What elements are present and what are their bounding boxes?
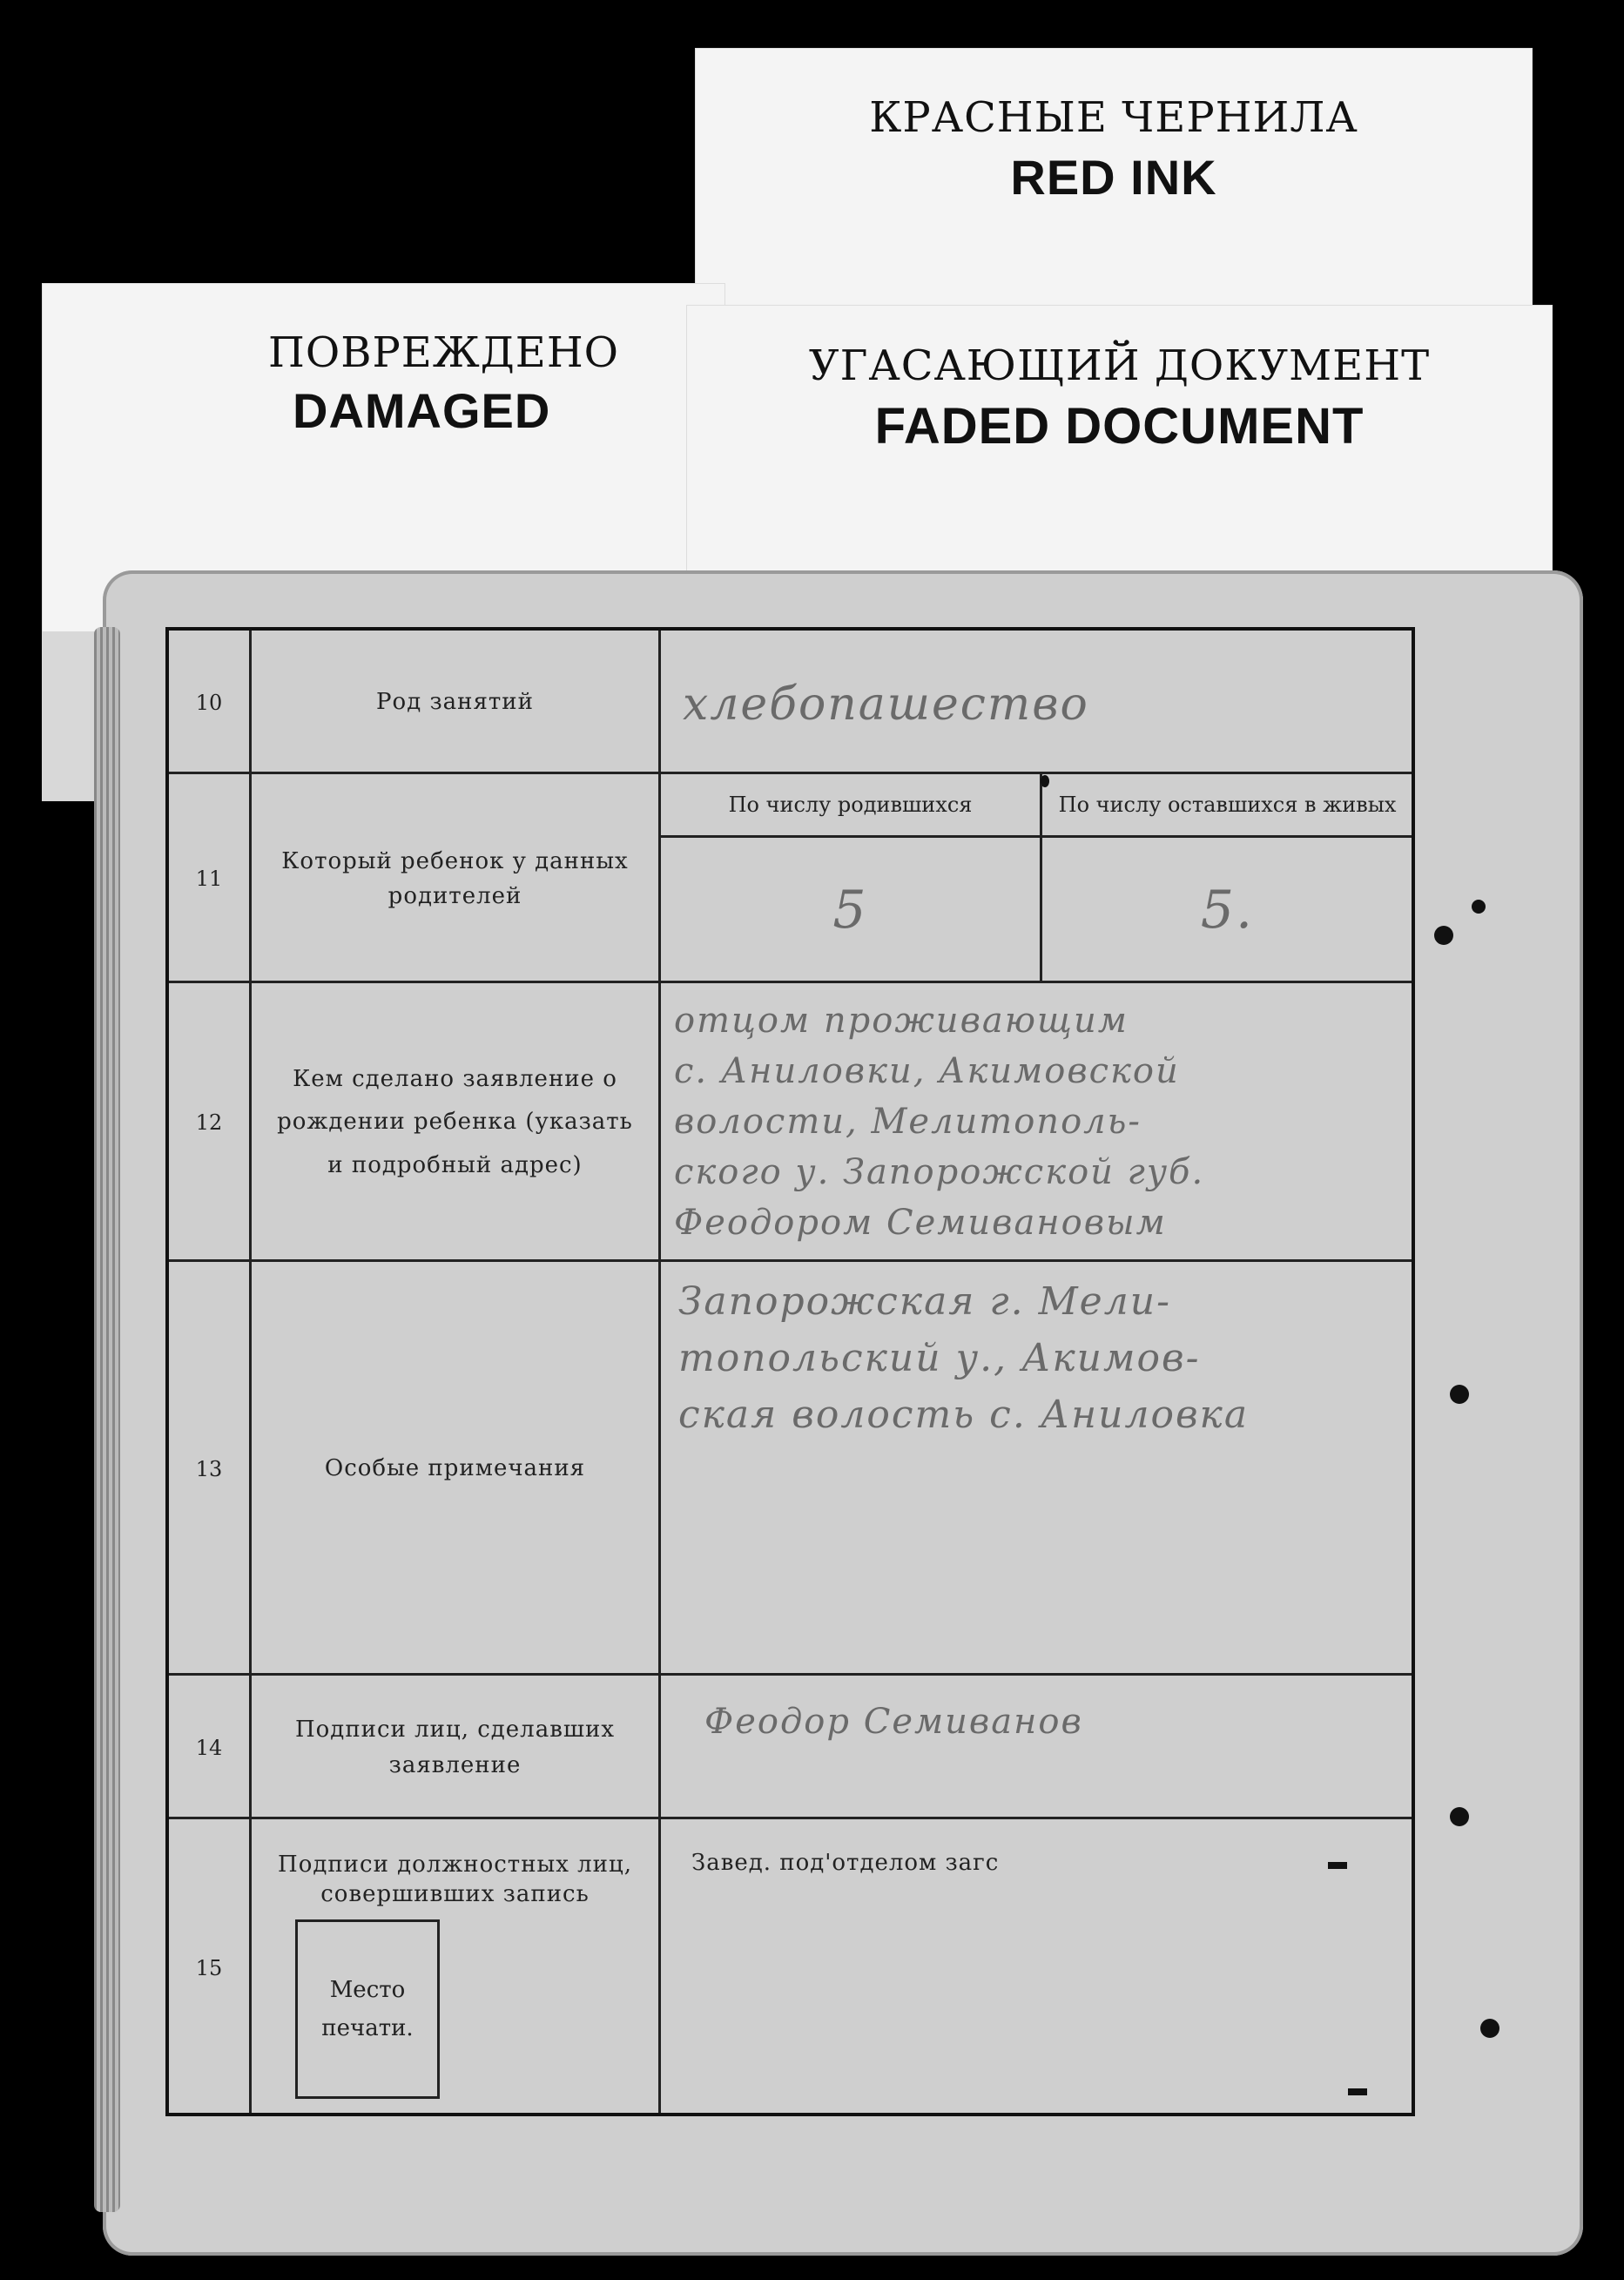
- handwritten-applicant-line: Феодором Семивановым: [674, 1203, 1167, 1243]
- binding-hole: [1450, 1807, 1469, 1826]
- row-number: 10: [195, 690, 223, 715]
- row-14: [169, 1676, 1412, 1819]
- binding-hole: [1480, 2019, 1499, 2038]
- row-label: Род занятий: [376, 689, 534, 716]
- official-position-text: Завед. под'отделом загс: [691, 1850, 1000, 1876]
- handwritten-born-count: 5: [832, 879, 868, 941]
- row-number: 13: [195, 1456, 223, 1481]
- handwritten-living-count: 5.: [1200, 879, 1255, 941]
- stamp-place-box: Место печати.: [295, 1919, 440, 2099]
- row-label: Подписи должностных лиц, совершивших запись: [278, 1852, 632, 1907]
- row-11: [169, 774, 1412, 983]
- sub-header-born: По числу родившихся: [728, 793, 973, 817]
- handwritten-applicant-line: ского у. Запорожской губ.: [674, 1152, 1205, 1192]
- faded-label-ru: УГАСАЮЩИЙ ДОКУМЕНТ: [808, 341, 1431, 390]
- binding-hole: [1450, 1385, 1469, 1404]
- handwritten-applicant-line: волости, Мелитополь-: [674, 1102, 1142, 1142]
- faded-label-en: FADED DOCUMENT: [874, 398, 1365, 455]
- ink-mark: [1041, 775, 1049, 787]
- card-edge: [94, 627, 120, 2212]
- handwritten-applicant-line: с. Аниловки, Акимовской: [674, 1051, 1180, 1091]
- red-ink-label-en: RED INK: [1010, 150, 1217, 205]
- red-ink-label: [695, 48, 1533, 309]
- red-ink-label-ru: КРАСНЫЕ ЧЕРНИЛА: [869, 93, 1358, 142]
- handwritten-signature: Феодор Семиванов: [704, 1702, 1083, 1742]
- faded-document-label: [686, 305, 1553, 583]
- binding-hole: [1434, 926, 1453, 945]
- row-label: Особые примечания: [324, 1455, 586, 1482]
- sub-header-living: По числу оставшихся в живых: [1058, 792, 1397, 817]
- damaged-label-ru: ПОВРЕЖДЕНО: [268, 328, 620, 377]
- row-12: [169, 983, 1412, 1262]
- row-number: 11: [195, 867, 223, 891]
- binding-hole: [1472, 900, 1486, 914]
- handwritten-note-line: топольский у., Акимов-: [678, 1336, 1201, 1380]
- ink-mark: [1328, 1862, 1347, 1869]
- damaged-label-en: DAMAGED: [293, 383, 551, 438]
- row-13: [169, 1262, 1412, 1676]
- row-label: Который ребенок у данных родителей: [281, 847, 629, 909]
- handwritten-applicant-line: отцом проживающим: [674, 1001, 1129, 1041]
- handwritten-note-line: Запорожская г. Мели-: [678, 1279, 1171, 1324]
- ink-mark: [1348, 2088, 1367, 2095]
- row-number: 15: [195, 1955, 223, 1980]
- row-15: [169, 1819, 1412, 2116]
- handwritten-note-line: ская волость с. Аниловка: [678, 1393, 1250, 1437]
- row-10: [169, 631, 1412, 774]
- row-number: 12: [195, 1110, 223, 1135]
- row-label: Кем сделано заявление о рождении ребенка (указать и подробный адрес): [277, 1065, 633, 1178]
- row-label: Подписи лиц, сделавших заявление: [294, 1717, 616, 1778]
- row-number: 14: [195, 1735, 223, 1760]
- handwritten-occupation: хлебопашество: [683, 678, 1089, 731]
- birth-record-form: [165, 627, 1415, 2116]
